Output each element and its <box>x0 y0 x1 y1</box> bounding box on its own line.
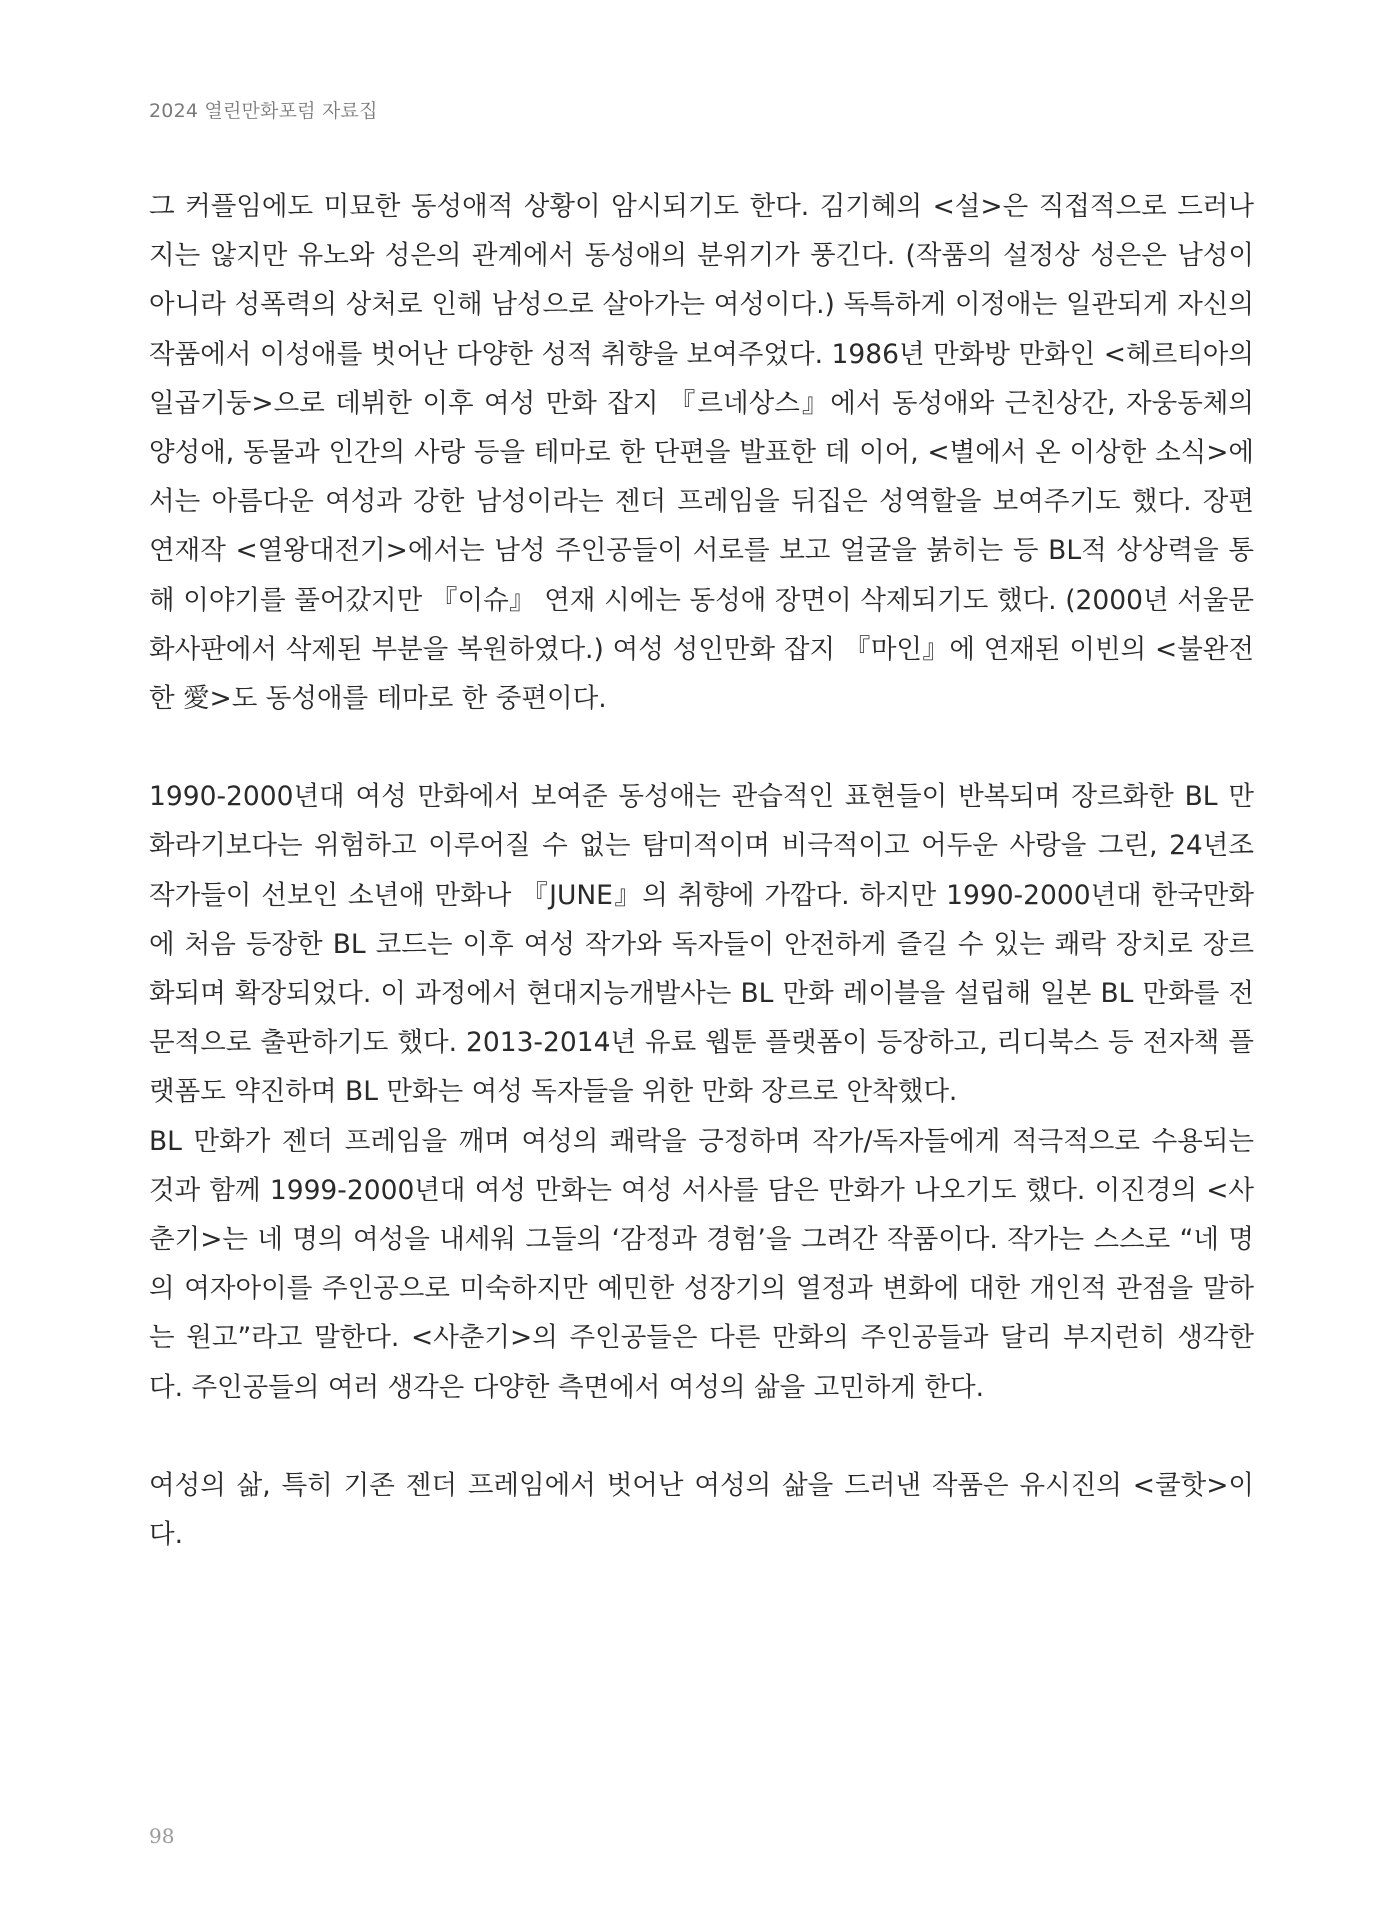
body-text <box>149 182 1254 1559</box>
running-header: 2024 열린만화포럼 자료집 <box>149 100 378 122</box>
paragraph-1: 그 커플임에도 미묘한 동성애적 상황이 암시되기도 한다. 김기혜의 <설>은 직접적으로 드러나지는 않지만 유노와 성은의 관계에서 동성애의 분위기가 풍긴다. (작품의 설정상 성은은 남성이 아니라 성폭력의 상처로 인해 남성으로 살아가는 여성이다.) 독특하게 이정애는 일관되게 자신의 작품에서 이성애를 벗어난 다양한 성적 취향을 보여주었다. 1986년 만화방 만화인 <헤르티아의 일곱기둥>으로 데뷔한 이후 여성 만화 잡지 『르네상스』에서 동성애와 근친상간, 자웅동체의 양성애, 동물과 인간의 사랑 등을 테마로 한 단편을 발표한 데 이어, <별에서 온 이상한 소식>에서는 아름다운 여성과 강한 남성이라는 젠더 프레임을 뒤집은 성역할을 보여주기도 했다. 장편 연재작 <열왕대전기>에서는 남성 주인공들이 서로를 보고 얼굴을 붉히는 등 BL적 상상력을 통해 이야기를 풀어갔지만 『이슈』 연재 시에는 동성애 장면이 삭제되기도 했다. (2000년 서울문화사판에서 삭제된 부분을 복원하였다.) 여성 성인만화 잡지 『마인』에 연재된 이빈의 <불완전한 愛>도 동성애를 테마로 한 중편이다. <box>149 191 1255 715</box>
paragraph-4: 여성의 삶, 특히 기존 젠더 프레임에서 벗어난 여성의 삶을 드러낸 작품은 유시진의 <쿨핫>이다. <box>149 1469 1254 1551</box>
paragraph-3: BL 만화가 젠더 프레임을 깨며 여성의 쾌락을 긍정하며 작가/독자들에게 적극적으로 수용되는 것과 함께 1999-2000년대 여성 만화는 여성 서사를 담은 만화가 나오기도 했다. 이진경의 <사춘기>는 네 명의 여성을 내세워 그들의 ‘감정과 경험’을 그려간 작품이다. 작가는 스스로 “네 명의 여자아이를 주인공으로 미숙하지만 예민한 성장기의 열정과 변화에 대한 개인적 관점을 말하는 원고”라고 말한다. <사춘기>의 주인공들은 다른 만화의 주인공들과 달리 부지런히 생각한다. 주인공들의 여러 생각은 다양한 측면에서 여성의 삶을 고민하게 한다. <box>149 1125 1254 1403</box>
paragraph-2: 1990-2000년대 여성 만화에서 보여준 동성애는 관습적인 표현들이 반복되며 장르화한 BL 만화라기보다는 위험하고 이루어질 수 없는 탐미적이며 비극적이고 어두운 사랑을 그린, 24년조 작가들이 선보인 소년애 만화나 『JUNE』의 취향에 가깝다. 하지만 1990-2000년대 한국만화에 처음 등장한 BL 코드는 이후 여성 작가와 독자들이 안전하게 즐길 수 있는 쾌락 장치로 장르화되며 확장되었다. 이 과정에서 현대지능개발사는 BL 만화 레이블을 설립해 일본 BL 만화를 전문적으로 출판하기도 했다. 2013-2014년 유료 웹툰 플랫폼이 등장하고, 리디북스 등 전자책 플랫폼도 약진하며 BL 만화는 여성 독자들을 위한 만화 장르로 안착했다. <box>149 781 1254 1108</box>
page-number: 98 <box>149 1824 175 1848</box>
